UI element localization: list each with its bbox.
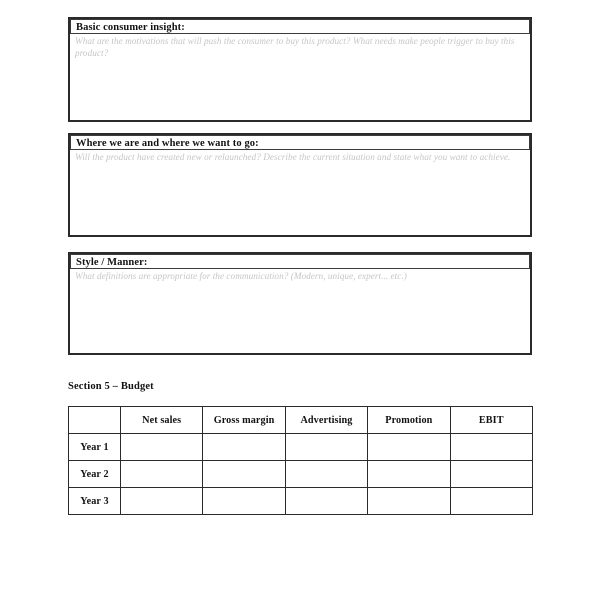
table-row bbox=[69, 488, 533, 515]
table-row-header-year-3: Year 3 bbox=[69, 488, 121, 515]
table-cell-year2-net-sales[interactable] bbox=[121, 461, 203, 488]
table-column-header-gross-margin: Gross margin bbox=[203, 407, 285, 434]
table-row-header-year-1: Year 1 bbox=[69, 434, 121, 461]
table-cell-year2-promotion[interactable] bbox=[368, 461, 450, 488]
table-column-header-advertising: Advertising bbox=[285, 407, 367, 434]
table-cell-year1-promotion[interactable] bbox=[368, 434, 450, 461]
table-cell-year1-advertising[interactable] bbox=[285, 434, 367, 461]
table-cell-year3-promotion[interactable] bbox=[368, 488, 450, 515]
field-title-style-manner: Style / Manner: bbox=[70, 254, 530, 269]
field-title-where-we-are: Where we are and where we want to go: bbox=[70, 135, 530, 150]
table-corner-cell bbox=[69, 407, 121, 434]
field-placeholder-where-we-are: Will the product have created new or relaunched? Describe the current situation and state what you want to achieve. bbox=[75, 152, 511, 162]
field-box-style-manner[interactable] bbox=[68, 252, 532, 355]
field-box-where-we-are[interactable] bbox=[68, 133, 532, 237]
table-cell-year2-advertising[interactable] bbox=[285, 461, 367, 488]
budget-table-container bbox=[68, 406, 532, 515]
table-cell-year3-net-sales[interactable] bbox=[121, 488, 203, 515]
budget-table bbox=[68, 406, 533, 515]
section-heading-budget: Section 5 – Budget bbox=[68, 381, 154, 392]
table-cell-year2-gross-margin[interactable] bbox=[203, 461, 285, 488]
field-placeholder-basic-consumer-insight: What are the motivations that will push the consumer to buy this product? What needs make people trigger to buy this product? bbox=[75, 36, 515, 58]
table-column-header-net-sales: Net sales bbox=[121, 407, 203, 434]
table-cell-year1-net-sales[interactable] bbox=[121, 434, 203, 461]
table-row bbox=[69, 461, 533, 488]
table-column-header-ebit: EBIT bbox=[450, 407, 532, 434]
table-row bbox=[69, 434, 533, 461]
table-cell-year1-ebit[interactable] bbox=[450, 434, 532, 461]
table-cell-year3-advertising[interactable] bbox=[285, 488, 367, 515]
table-cell-year3-ebit[interactable] bbox=[450, 488, 532, 515]
field-placeholder-style-manner: What definitions are appropriate for the communication? (Modern, unique, expert... etc.) bbox=[75, 271, 407, 281]
table-cell-year1-gross-margin[interactable] bbox=[203, 434, 285, 461]
table-header-row bbox=[69, 407, 533, 434]
field-box-basic-consumer-insight[interactable] bbox=[68, 17, 532, 122]
table-column-header-promotion: Promotion bbox=[368, 407, 450, 434]
table-cell-year3-gross-margin[interactable] bbox=[203, 488, 285, 515]
table-cell-year2-ebit[interactable] bbox=[450, 461, 532, 488]
table-row-header-year-2: Year 2 bbox=[69, 461, 121, 488]
field-title-basic-consumer-insight: Basic consumer insight: bbox=[70, 19, 530, 34]
